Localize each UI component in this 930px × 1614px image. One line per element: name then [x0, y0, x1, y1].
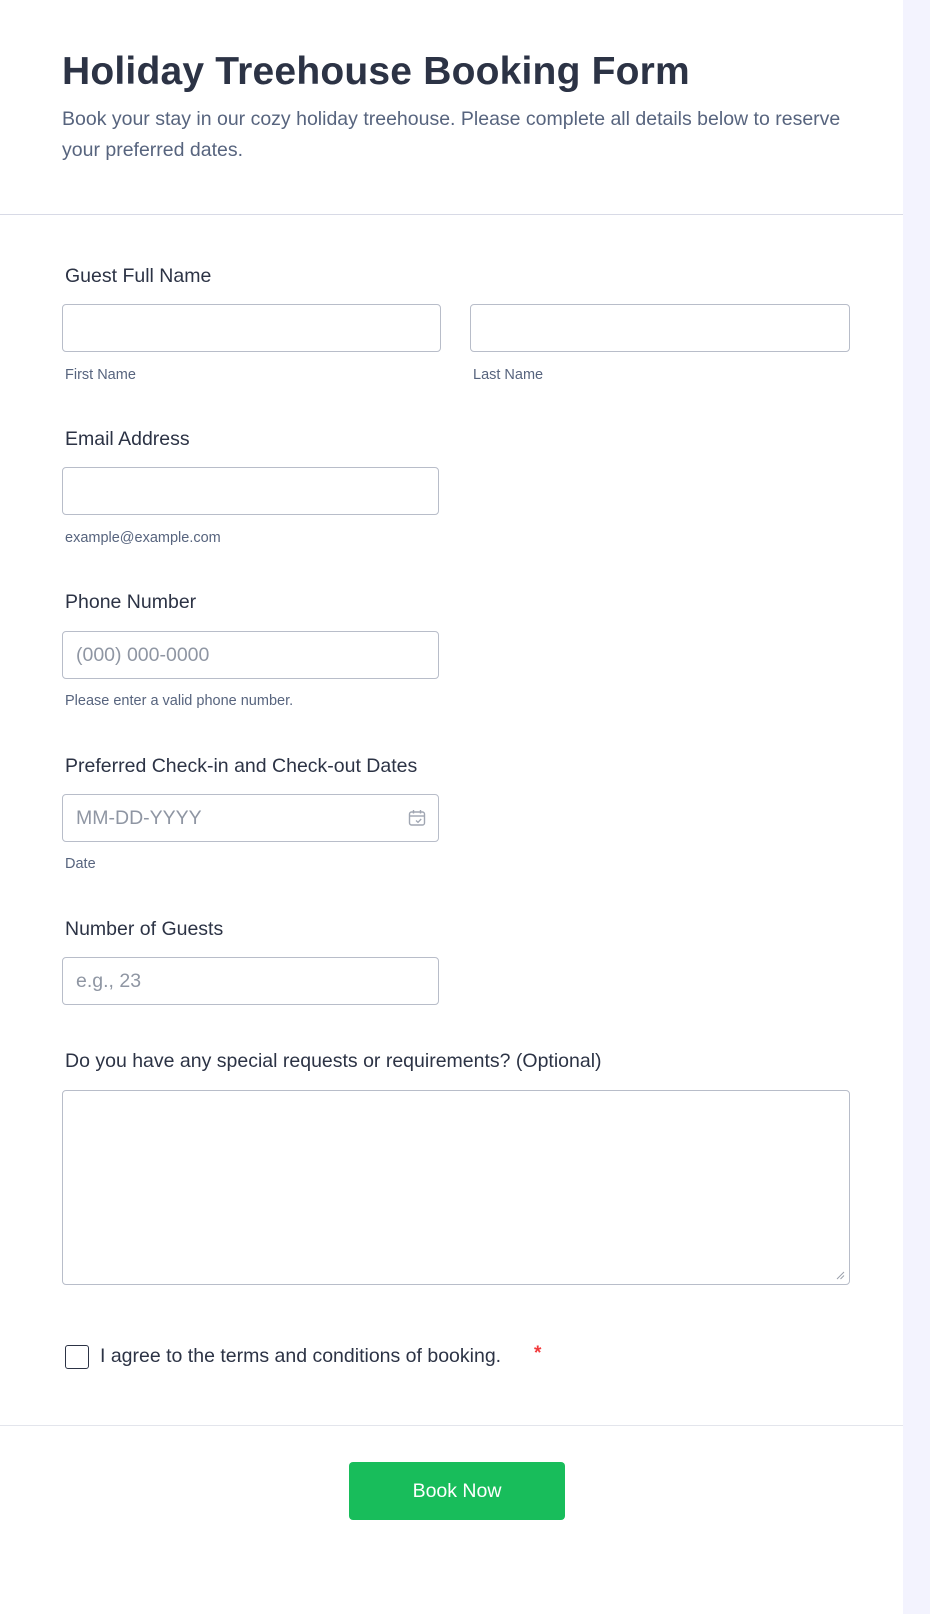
- date-input[interactable]: [62, 794, 439, 842]
- date-field: [62, 794, 439, 842]
- form-description: Book your stay in our cozy holiday treehouse. Please complete all details below to reserve your preferred dates.: [62, 108, 841, 161]
- date-sublabel: Date: [65, 856, 96, 872]
- dates-label: Preferred Check-in and Check-out Dates: [65, 755, 418, 777]
- first-name-sublabel: First Name: [65, 367, 136, 383]
- phone-sublabel: Please enter a valid phone number.: [65, 693, 294, 709]
- form-header: [0, 0, 903, 215]
- guests-input[interactable]: [62, 957, 439, 1005]
- book-now-button[interactable]: Book Now: [349, 1462, 565, 1520]
- last-name-sublabel: Last Name: [473, 367, 544, 383]
- requests-label: Do you have any special requests or requirements? (Optional): [65, 1050, 602, 1072]
- email-input[interactable]: [62, 467, 439, 515]
- phone-input[interactable]: [62, 631, 439, 679]
- email-sublabel: example@example.com: [65, 530, 221, 546]
- requests-textarea[interactable]: [62, 1090, 850, 1285]
- guest-name-label: Guest Full Name: [65, 265, 212, 287]
- required-asterisk: *: [534, 1343, 542, 1364]
- form-title: Holiday Treehouse Booking Form: [62, 50, 690, 93]
- guests-label: Number of Guests: [65, 918, 224, 940]
- footer-divider: [0, 1425, 903, 1426]
- terms-label[interactable]: I agree to the terms and conditions of booking.: [100, 1345, 502, 1367]
- last-name-input[interactable]: [470, 304, 850, 352]
- first-name-input[interactable]: [62, 304, 441, 352]
- phone-label: Phone Number: [65, 591, 197, 613]
- calendar-icon[interactable]: [407, 808, 427, 828]
- resize-grip-icon[interactable]: [835, 1270, 845, 1280]
- terms-checkbox[interactable]: [65, 1345, 89, 1369]
- email-label: Email Address: [65, 428, 190, 450]
